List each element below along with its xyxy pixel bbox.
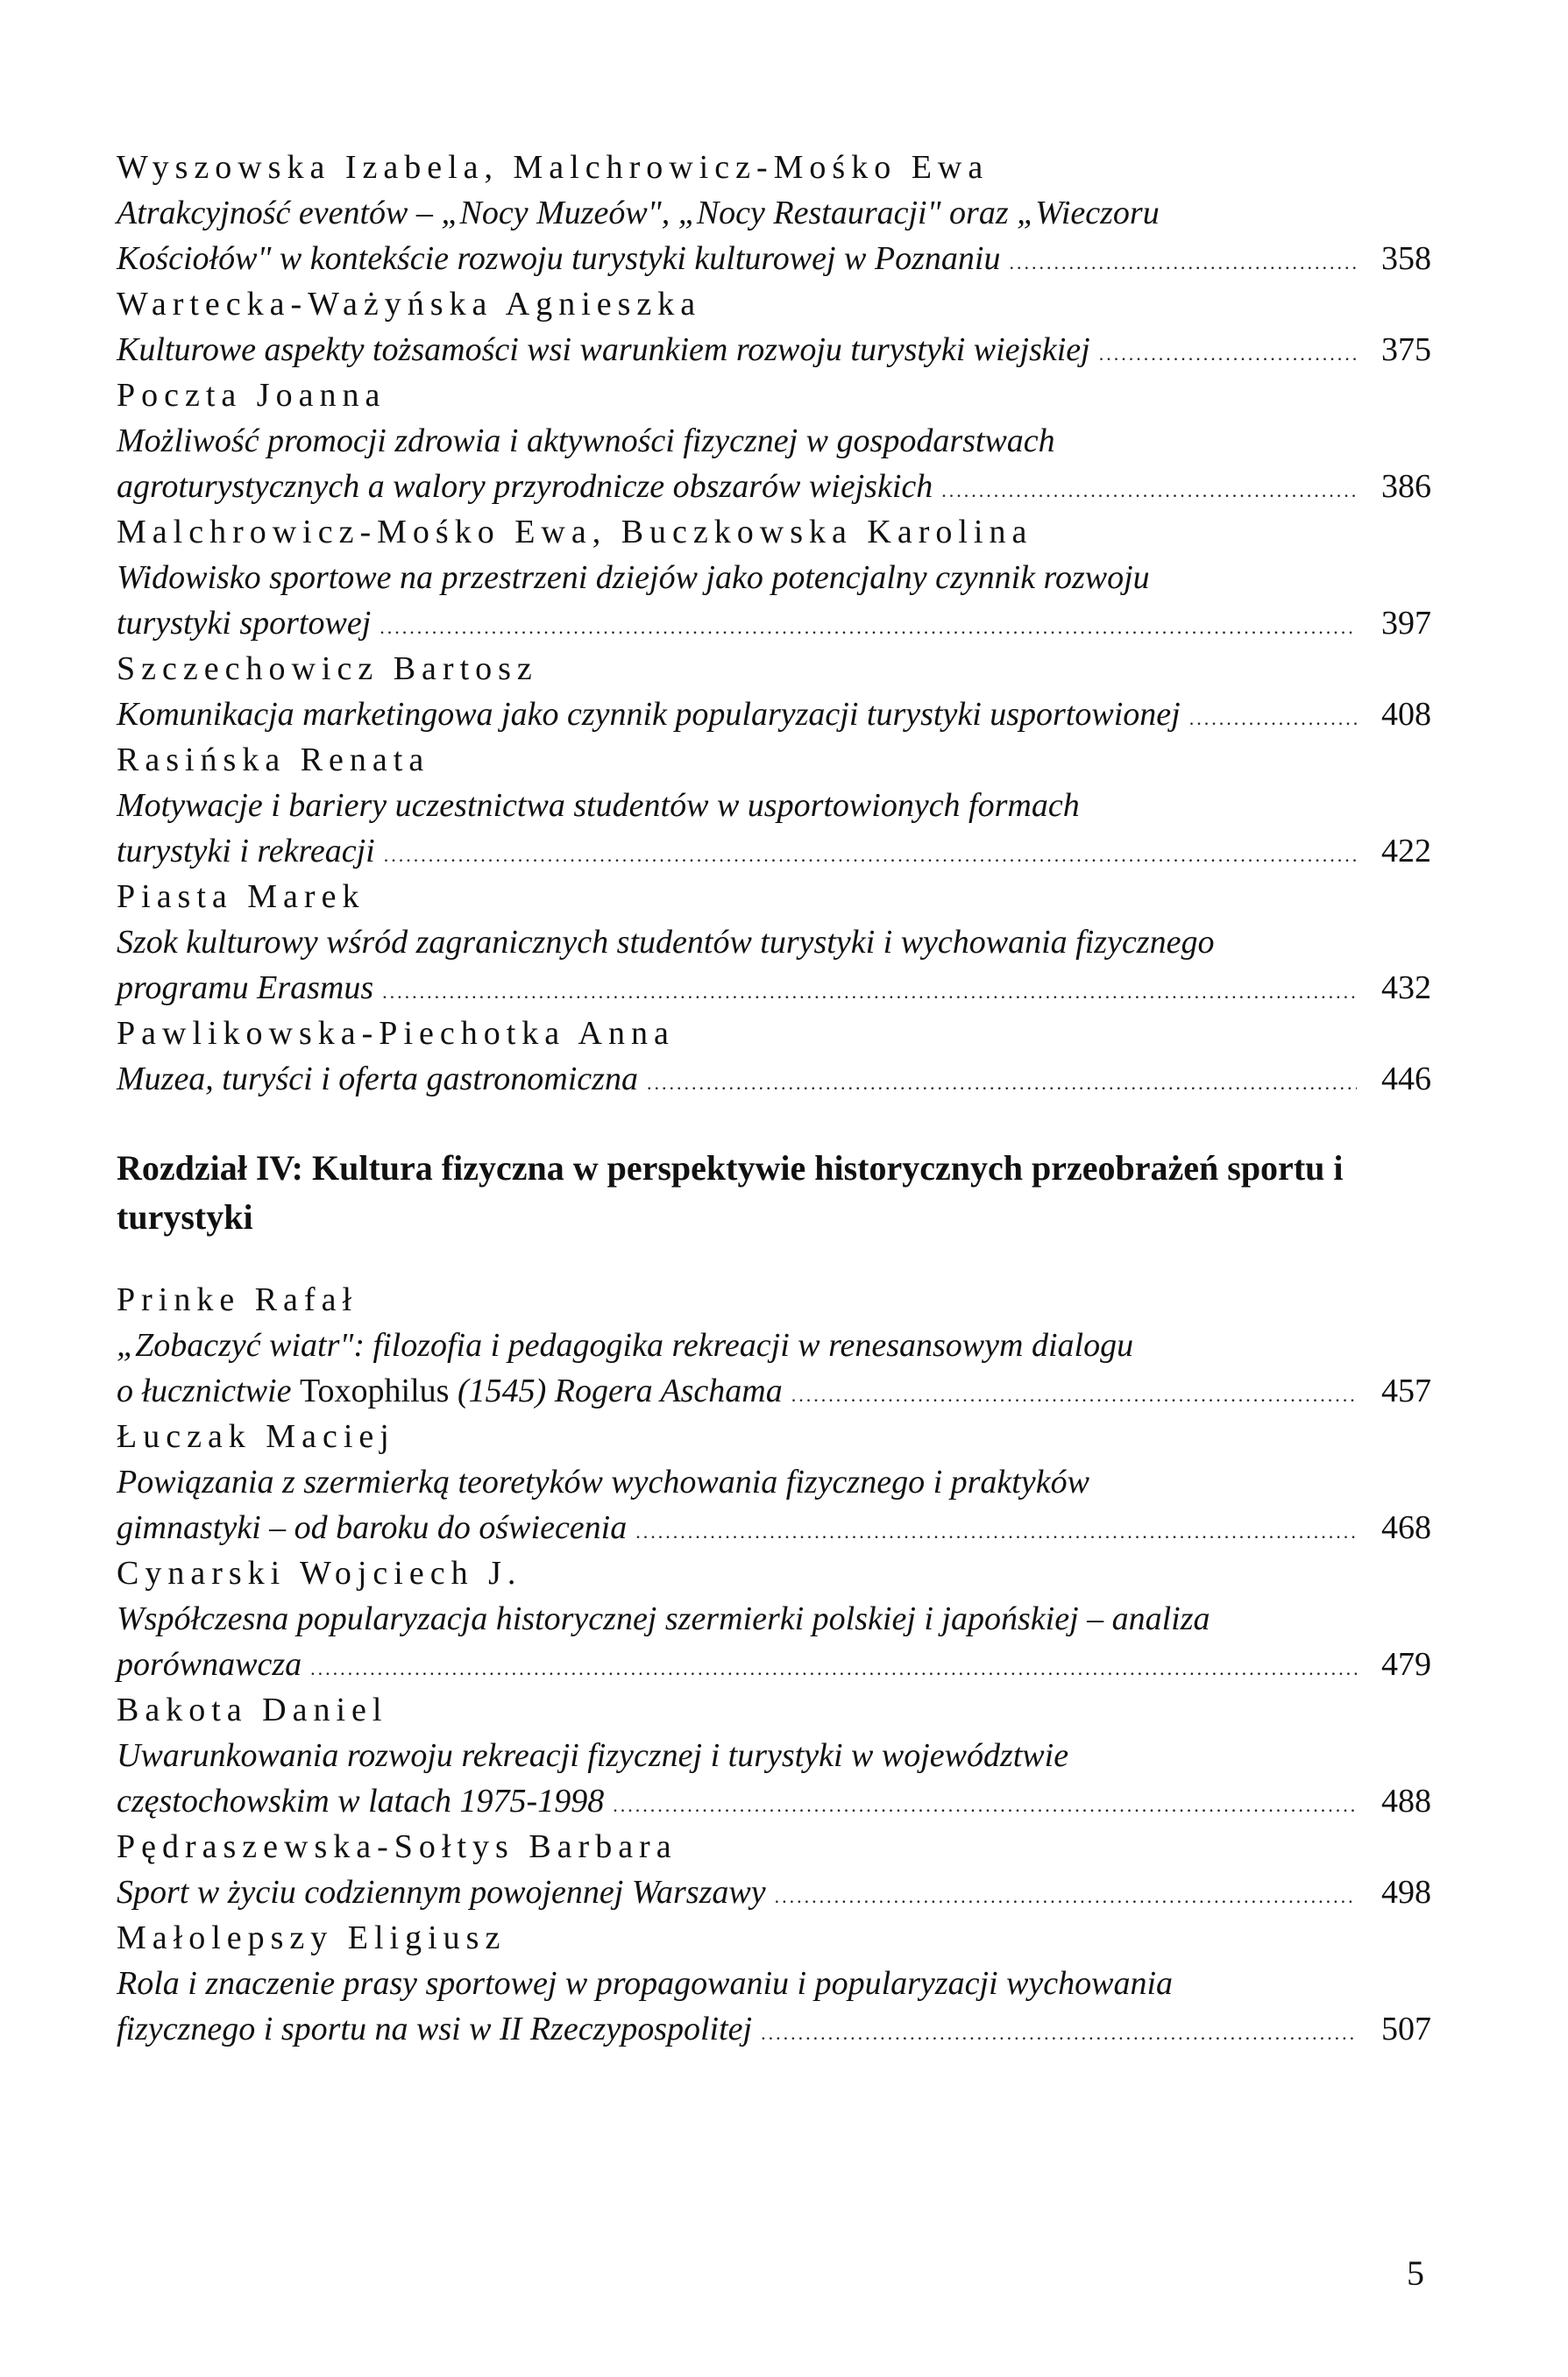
toc-entry <box>117 1011 1431 1102</box>
entry-title-last-line <box>117 600 1431 646</box>
entry-title-text: programu Erasmus <box>117 969 374 1006</box>
entry-author: Łuczak Maciej <box>117 1418 395 1455</box>
entry-title-last-line <box>117 464 1431 509</box>
entry-author: Pędraszewska-Sołtys Barbara <box>117 1828 678 1865</box>
entry-author: Bakota Daniel <box>117 1692 388 1728</box>
entry-title-line: „Zobaczyć wiatr": filozofia i pedagogika rekreacji w renesansowym dialogu <box>117 1327 1134 1364</box>
dot-leader <box>613 1783 1357 1828</box>
dot-leader <box>382 969 1357 1015</box>
entry-author: Piasta Marek <box>117 878 365 915</box>
entry-title-text: Kulturowe aspekty tożsamości wsi warunkiem rozwoju turystyki wiejskiej <box>117 331 1090 368</box>
toc-entry <box>117 281 1431 373</box>
entry-page-number: 375 <box>1381 331 1431 368</box>
entry-page-number: 432 <box>1381 969 1431 1006</box>
dot-leader <box>1189 696 1357 741</box>
entry-title-last-line <box>117 2006 1431 2052</box>
entry-title-last-line <box>117 1368 1431 1414</box>
entry-title-text: turystyki sportowej <box>117 605 372 642</box>
toc-section-chapter-3 <box>117 145 1431 1102</box>
entry-title-line: Możliwość promocji zdrowia i aktywności fizycznej w gospodarstwach <box>117 422 1055 459</box>
table-of-contents <box>117 145 1431 2052</box>
entry-page-number: 479 <box>1381 1646 1431 1683</box>
entry-page-number: 408 <box>1381 696 1431 733</box>
entry-title-line: Atrakcyjność eventów – „Nocy Muzeów", „Nocy Restauracji" oraz „Wieczoru <box>117 195 1160 231</box>
entry-title-last-line <box>117 1870 1431 1915</box>
entry-author: Pawlikowska-Piechotka Anna <box>117 1015 675 1052</box>
toc-entry <box>117 646 1431 737</box>
entry-title-line: Szok kulturowy wśród zagranicznych studentów turystyki i wychowania fizycznego <box>117 924 1215 961</box>
dot-leader <box>635 1509 1357 1555</box>
dot-leader <box>775 1874 1357 1919</box>
entry-title-last-line <box>117 1642 1431 1687</box>
entry-page-number: 498 <box>1381 1874 1431 1911</box>
entry-title-text: Muzea, turyści i oferta gastronomiczna <box>117 1061 638 1097</box>
entry-title-line: Widowisko sportowe na przestrzeni dziejów jako potencjalny czynnik rozwoju <box>117 559 1150 596</box>
entry-title-line: Uwarunkowania rozwoju rekreacji fizycznej i turystyki w województwie <box>117 1737 1069 1774</box>
entry-author: Wartecka-Ważyńska Agnieszka <box>117 286 702 323</box>
toc-entry <box>117 1414 1431 1550</box>
entry-title-line: Współczesna popularyzacja historycznej szermierki polskiej i japońskiej – analiza <box>117 1600 1210 1637</box>
entry-title-text: agroturystycznych a walory przyrodnicze obszarów wiejskich <box>117 468 933 505</box>
dot-leader <box>380 605 1357 650</box>
entry-page-number: 358 <box>1381 240 1431 277</box>
entry-title-text: częstochowskim w latach 1975-1998 <box>117 1783 605 1820</box>
dot-leader <box>941 468 1357 514</box>
dot-leader <box>761 2011 1357 2056</box>
toc-entry <box>117 373 1431 509</box>
toc-entry <box>117 1277 1431 1414</box>
toc-entry <box>117 1687 1431 1824</box>
entry-page-number: 386 <box>1381 468 1431 505</box>
dot-leader <box>791 1373 1357 1418</box>
entry-page-number: 457 <box>1381 1373 1431 1409</box>
entry-title-line: Motywacje i bariery uczestnictwa studentów w usportowionych formach <box>117 787 1080 824</box>
entry-page-number: 422 <box>1381 833 1431 869</box>
entry-title-text: o łucznictwie Toxophilus (1545) Rogera Aschama <box>117 1373 783 1409</box>
entry-page-number: 446 <box>1381 1061 1431 1097</box>
toc-entry <box>117 1824 1431 1915</box>
toc-entry <box>117 145 1431 281</box>
entry-page-number: 397 <box>1381 605 1431 642</box>
toc-entry <box>117 737 1431 874</box>
entry-author: Prinke Rafał <box>117 1281 358 1318</box>
entry-page-number: 507 <box>1381 2011 1431 2047</box>
entry-author: Poczta Joanna <box>117 377 387 414</box>
dot-leader <box>1099 331 1357 377</box>
entry-title-text: porównawcza <box>117 1646 302 1683</box>
dot-leader <box>1009 240 1357 286</box>
entry-title-last-line <box>117 1505 1431 1550</box>
toc-entry <box>117 874 1431 1011</box>
dot-leader <box>647 1061 1357 1106</box>
book-title-upright: Toxophilus <box>299 1373 450 1409</box>
entry-title-last-line <box>117 327 1431 373</box>
entry-title-line: Rola i znaczenie prasy sportowej w propagowaniu i popularyzacji wychowania <box>117 1965 1174 2002</box>
entry-title-text: Kościołów" w kontekście rozwoju turystyki kulturowej w Poznaniu <box>117 240 1001 277</box>
toc-section-chapter-4 <box>117 1414 1431 2052</box>
entry-title-text: Komunikacja marketingowa jako czynnik popularyzacji turystyki usportowionej <box>117 696 1181 733</box>
page-number: 5 <box>1407 2253 1424 2293</box>
entry-title-text: Sport w życiu codziennym powojennej Warszawy <box>117 1874 766 1911</box>
dot-leader <box>310 1646 1357 1692</box>
entry-author: Malchrowicz-Mośko Ewa, Buczkowska Karolina <box>117 514 1033 550</box>
dot-leader <box>384 833 1357 878</box>
entry-title-last-line <box>117 965 1431 1011</box>
entry-title-last-line <box>117 828 1431 874</box>
entry-page-number: 488 <box>1381 1783 1431 1820</box>
toc-entry <box>117 1550 1431 1687</box>
entry-page-number: 468 <box>1381 1509 1431 1546</box>
entry-title-last-line <box>117 692 1431 737</box>
entry-title-text: gimnastyki – od baroku do oświecenia <box>117 1509 628 1546</box>
toc-entry <box>117 1915 1431 2052</box>
entry-title-last-line <box>117 1778 1431 1824</box>
entry-author: Wyszowska Izabela, Malchrowicz-Mośko Ewa <box>117 149 990 186</box>
entry-author: Małolepszy Eligiusz <box>117 1919 507 1956</box>
entry-title-text: turystyki i rekreacji <box>117 833 375 869</box>
entry-title-last-line <box>117 1056 1431 1102</box>
entry-title-last-line <box>117 236 1431 281</box>
entry-author: Cynarski Wojciech J. <box>117 1555 522 1592</box>
toc-entry <box>117 509 1431 646</box>
entry-title-text: fizycznego i sportu na wsi w II Rzeczypospolitej <box>117 2011 753 2047</box>
entry-author: Szczechowicz Bartosz <box>117 650 538 687</box>
chapter-heading: Rozdział IV: Kultura fizyczna w perspektywie historycznych przeobrażeń sportu i turystyki <box>117 1148 1344 1237</box>
entry-author: Rasińska Renata <box>117 741 430 778</box>
entry-title-line: Powiązania z szermierką teoretyków wychowania fizycznego i praktyków <box>117 1464 1089 1501</box>
